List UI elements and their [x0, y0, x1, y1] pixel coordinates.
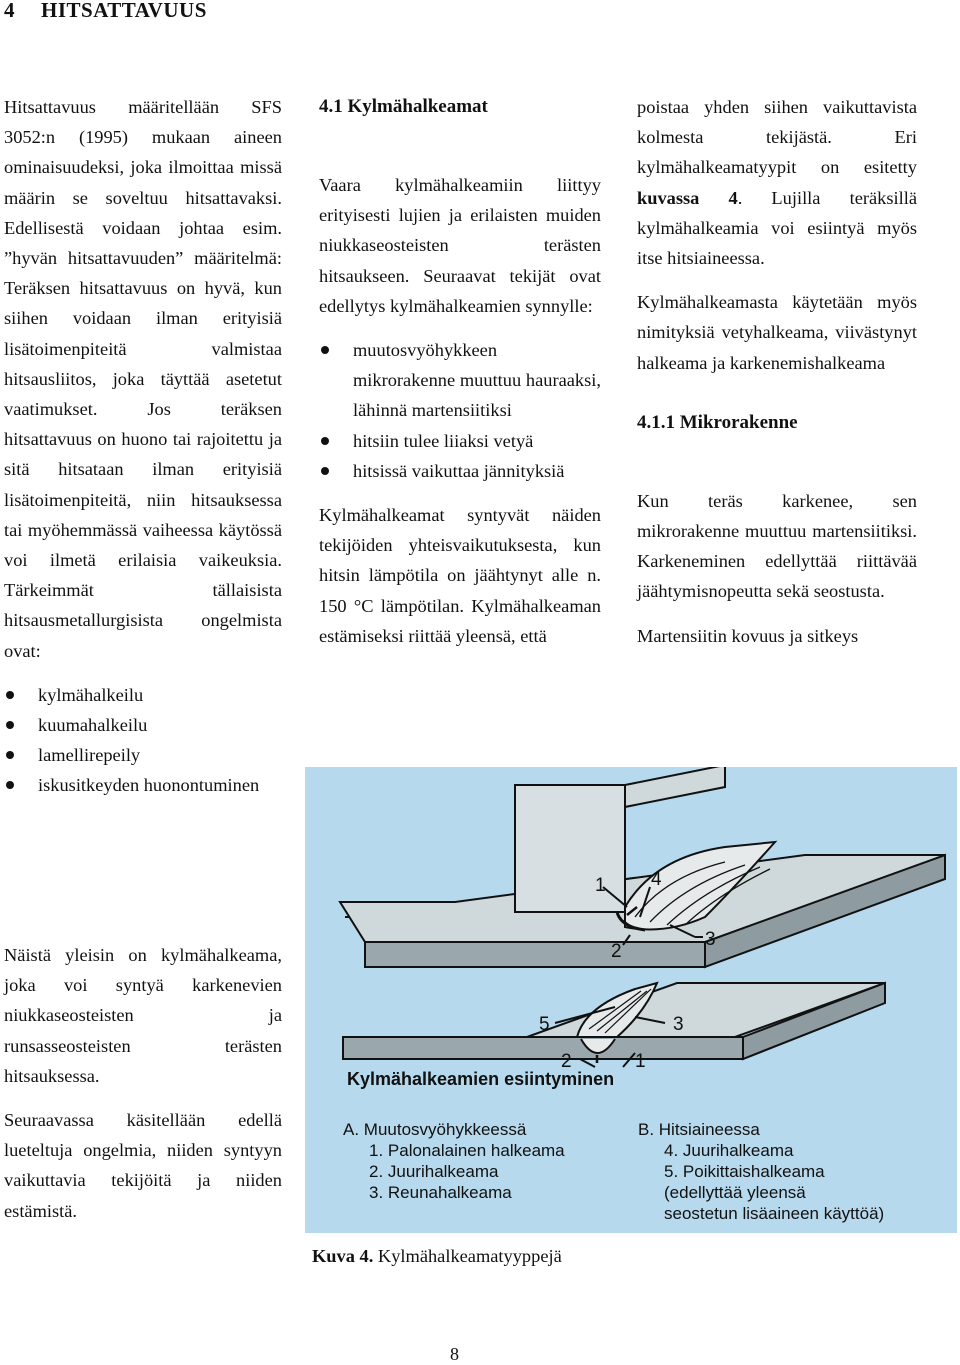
paragraph-text: . Lujilla teräksillä kylmähalkeamia voi esiintyä myös itse hitsiaineessa.	[637, 187, 917, 269]
section-heading: 4.1 Kylmähalkeamat	[319, 96, 488, 117]
legend-a-heading: A. Muutosvyöhykkeessä	[343, 1120, 527, 1139]
column-1-lower	[4, 940, 282, 1226]
paragraph: Seuraavassa käsitellään edellä lueteltuja ongelmia, niiden syntyyn vaikuttavia tekijöitä ja niiden estämistä.	[4, 1110, 282, 1221]
paragraph-text: poistaa yhden siihen vaikuttavista kolmesta tekijästä. Eri kylmähalkeamatyypit on esitetty	[637, 97, 917, 178]
page-number: 8	[450, 1344, 459, 1364]
column-1	[4, 92, 282, 801]
paragraph: Kylmähalkeamasta käytetään myös nimityksiä vetyhalkeama, viivästynyt halkeama ja karkenemishalkeama	[637, 292, 917, 373]
label-5-lower: 5	[539, 1014, 550, 1035]
weld-crack-figure	[305, 767, 957, 1233]
label-4-upper: 4	[651, 869, 662, 890]
list-item: iskusitkeyden huonontuminen	[4, 770, 282, 800]
upper-plate-front	[365, 942, 705, 967]
label-2-upper: 2	[611, 941, 622, 962]
label-1-upper: 1	[595, 875, 606, 896]
legend-item: seostetun lisäaineen käyttöä)	[664, 1204, 885, 1223]
list-item: kylmähalkeilu	[4, 680, 282, 710]
paragraph: Kun teräs karkenee, sen mikrorakenne muuttuu martensiitiksi. Karkeneminen edellyttää riittävää jäähtymisnopeutta sekä seostusta.	[637, 490, 917, 602]
list-item: muutosvyöhykkeen mikrorakenne muuttuu hauraaksi, lähinnä martensiitiksi	[319, 335, 601, 426]
section-heading: 4.1.1 Mikrorakenne	[637, 411, 798, 433]
list-item: lamellirepeily	[4, 740, 282, 770]
chapter-title: HITSATTAVUUS	[41, 0, 207, 22]
chapter-heading	[4, 0, 207, 23]
label-3-upper: 3	[705, 929, 716, 950]
legend-item: (edellyttää yleensä	[664, 1183, 806, 1202]
column-3	[637, 92, 917, 651]
legend-b-heading: B. Hitsiaineessa	[638, 1120, 760, 1139]
legend-item: 4. Juurihalkeama	[664, 1141, 794, 1160]
legend-item: 3. Reunahalkeama	[369, 1183, 512, 1202]
list-item: hitsiin tulee liiaksi vetyä	[319, 426, 601, 456]
paragraph: Vaara kylmähalkeamiin liittyy erityisesti lujien ja erilaisten muiden niukkaseosteisten terästen hitsaukseen. Seuraavat tekijät ovat edellytys kylmähalkeamien synnylle:	[319, 175, 601, 316]
paragraph: Martensiitin kovuus ja sitkeys	[637, 625, 859, 646]
column-2	[319, 92, 601, 651]
caption-text: Kylmähalkeamatyyppejä	[373, 1246, 562, 1266]
chapter-number: 4	[4, 0, 15, 22]
condition-list	[319, 335, 601, 486]
paragraph: Kylmähalkeamat syntyvät näiden tekijöiden yhteisvaikutuksesta, kun hitsin lämpötila on jäähtynyt alle n. 150 °C lämpötilan. Kylmähalkeaman estämiseksi riittää yleensä, että	[319, 505, 601, 646]
lower-plate-front	[343, 1037, 743, 1059]
legend-item: 1. Palonalainen halkeama	[369, 1141, 565, 1160]
label-3-lower: 3	[673, 1014, 684, 1035]
legend-item: 5. Poikittaishalkeama	[664, 1162, 825, 1181]
list-item: kuumahalkeilu	[4, 710, 282, 740]
legend-a	[343, 1119, 565, 1203]
vertical-plate-face	[515, 785, 625, 912]
label-2-lower: 2	[561, 1051, 572, 1072]
caption-label: Kuva 4.	[312, 1246, 374, 1266]
figure-caption	[312, 1246, 562, 1267]
paragraph	[637, 92, 917, 273]
legend-b	[638, 1119, 884, 1224]
label-1-lower: 1	[635, 1051, 646, 1072]
paragraph: Näistä yleisin on kylmähalkeama, joka voi syntyä karkenevien niukkaseosteisten ja runsasseosteisten terästen hitsauksessa.	[4, 945, 282, 1086]
figure-reference: kuvassa 4	[637, 187, 738, 208]
figure-title: Kylmähalkeamien esiintyminen	[347, 1069, 615, 1089]
legend-item: 2. Juurihalkeama	[369, 1162, 499, 1181]
problem-list	[4, 680, 282, 801]
intro-paragraph: Hitsattavuus määritellään SFS 3052:n (1995) mukaan aineen ominaisuudeksi, joka ilmoittaa missä määrin se soveltuu hitsattavaksi. Edellisestä voidaan johtaa esim. ”hyvän hitsattavuuden” määritelmä: Teräksen hitsattavuus on hyvä, kun siihen voidaan ilman erityisiä lisätoimenpiteitä valmistaa hitsausliitos, joka täyttää asetetut vaatimukset. Jos teräksen hitsattavuus on huono tai rajoitettu ja sitä hitsataan ilman erityisiä lisätoimenpiteitä, niin hitsauksessa tai myöhemmässä vaiheessa käytössä voi ilmetä erilaisia vaikeuksia. Tärkeimmät tällaisista hitsausmetallurgisista ongelmista ovat:	[4, 97, 282, 661]
list-item: hitsissä vaikuttaa jännityksiä	[319, 456, 601, 486]
